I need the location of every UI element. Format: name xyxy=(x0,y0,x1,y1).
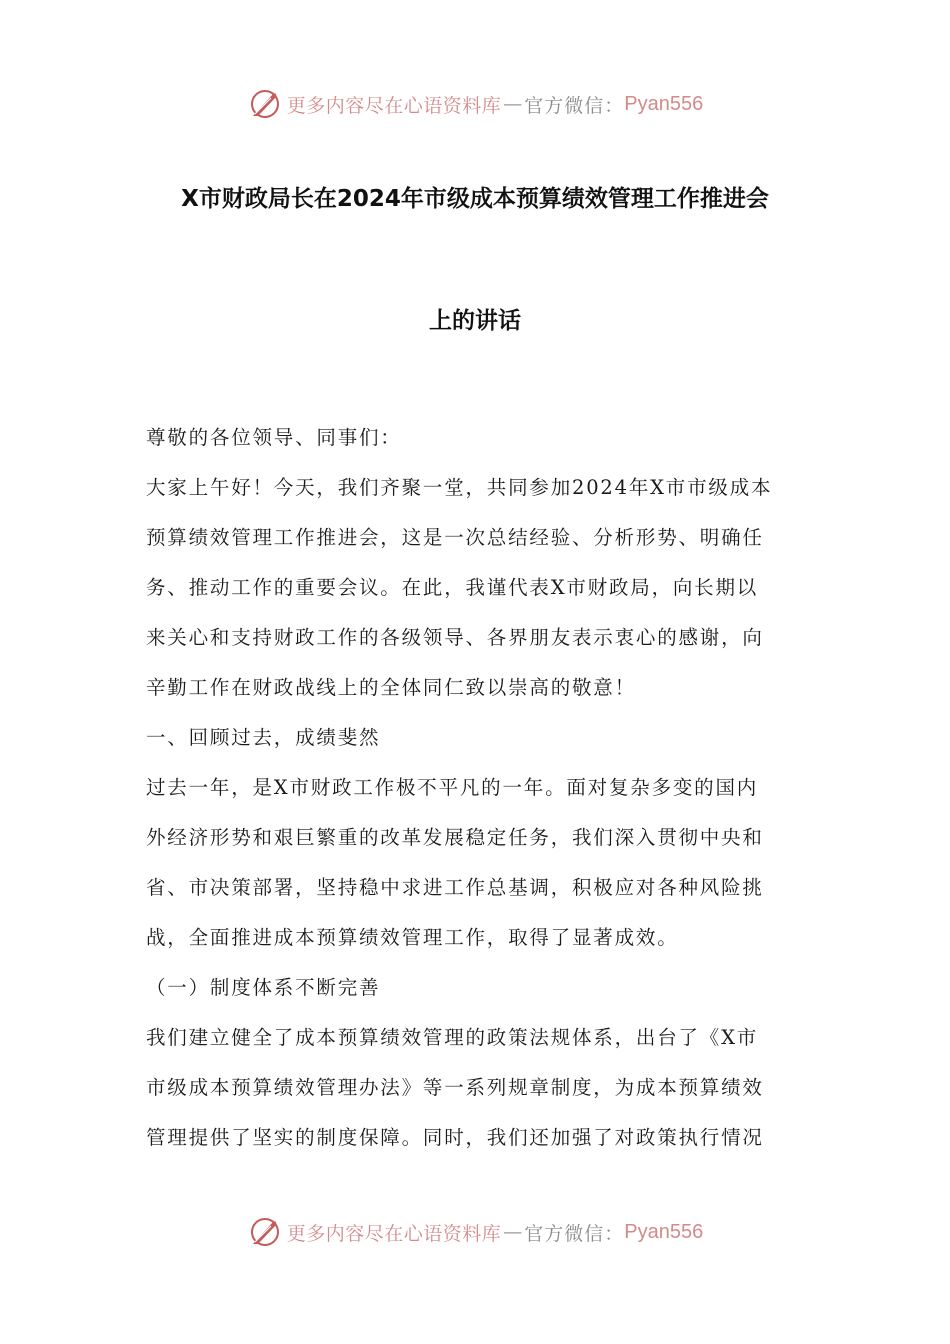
paragraph xyxy=(146,1013,806,1163)
document-body xyxy=(146,413,806,1163)
text-line: 大家上午好！今天，我们齐聚一堂，共同参加2024年X市市级成本 xyxy=(146,476,773,499)
text-line: 战，全面推进成本预算绩效管理工作，取得了显著成效。 xyxy=(146,926,679,949)
text-line: 省、市决策部署，坚持稳中求进工作总基调，积极应对各种风险挑 xyxy=(146,876,764,899)
text-line: 过去一年，是X市财政工作极不平凡的一年。面对复杂多变的国内 xyxy=(146,776,759,799)
feather-pen-logo-icon xyxy=(247,1214,283,1250)
site-name: 更多内容尽在心语资料库 xyxy=(286,94,502,117)
text-line: 务、推动工作的重要会议。在此，我谨代表X市财政局，向长期以 xyxy=(146,576,759,599)
text-line: 辛勤工作在财政战线上的全体同仁致以崇高的敬意！ xyxy=(146,676,636,699)
text-line: 来关心和支持财政工作的各级领导、各界朋友表示衷心的感谢，向 xyxy=(146,626,764,649)
text-line: 一、回顾过去，成绩斐然 xyxy=(146,726,381,749)
text-line: 预算绩效管理工作推进会，这是一次总结经验、分析形势、明确任 xyxy=(146,526,764,549)
wechat-id: Pyan556 xyxy=(624,92,704,115)
paragraph xyxy=(146,963,806,1013)
site-name: 更多内容尽在心语资料库 xyxy=(286,1222,502,1245)
text-line: 我们建立健全了成本预算绩效管理的政策法规体系，出台了《X市 xyxy=(146,1026,759,1049)
paragraph xyxy=(146,413,806,463)
paragraph xyxy=(146,763,806,963)
paragraph xyxy=(146,713,806,763)
header-watermark-banner xyxy=(0,84,950,124)
text-line: 市级成本预算绩效管理办法》等一系列规章制度，为成本预算绩效 xyxy=(146,1076,764,1099)
text-line: 外经济形势和艰巨繁重的改革发展稳定任务，我们深入贯彻中央和 xyxy=(146,826,764,849)
document-title-line-2: 上的讲话 xyxy=(429,308,521,334)
wechat-label: 官方微信： xyxy=(524,94,625,117)
separator-dash: — xyxy=(503,1221,523,1243)
wechat-label: 官方微信： xyxy=(524,1222,625,1245)
text-line: 尊敬的各位领导、同事们： xyxy=(146,426,402,449)
text-line: 管理提供了坚实的制度保障。同时，我们还加强了对政策执行情况 xyxy=(146,1126,764,1149)
paragraph xyxy=(146,463,806,713)
document-title-line-1: X市财政局长在2024年市级成本预算绩效管理工作推进会 xyxy=(181,186,769,212)
text-line: （一）制度体系不断完善 xyxy=(146,976,381,999)
feather-pen-logo-icon xyxy=(247,86,283,122)
separator-dash: — xyxy=(503,93,523,115)
footer-watermark-banner xyxy=(0,1212,950,1252)
wechat-id: Pyan556 xyxy=(624,1220,704,1243)
